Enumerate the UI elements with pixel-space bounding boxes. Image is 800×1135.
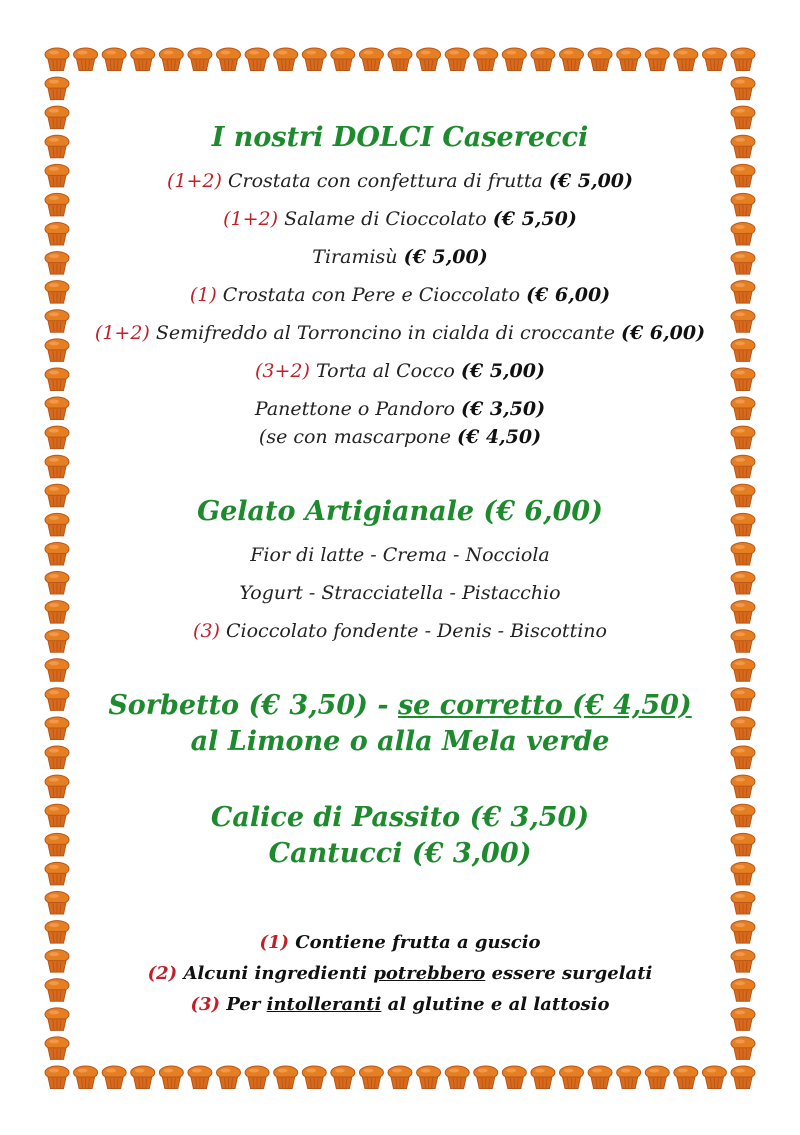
- cupcake-icon: [731, 426, 755, 449]
- cupcake-icon: [45, 804, 69, 827]
- cupcake-icon: [45, 891, 69, 914]
- gelato-flavors-1: Fior di latte - Crema - Nocciola: [250, 544, 550, 566]
- dessert-name: Crostata con Pere e Cioccolato: [222, 284, 521, 306]
- dolci-item: [80, 359, 720, 384]
- sorbetto-title: [80, 688, 720, 724]
- cupcake-icon: [474, 1066, 498, 1089]
- cupcake-icon: [731, 1008, 755, 1031]
- cupcake-icon: [731, 746, 755, 769]
- dessert-price: (€ 6,00): [526, 284, 611, 306]
- cupcake-icon: [45, 862, 69, 885]
- cupcake-icon: [45, 979, 69, 1002]
- cupcake-icon: [45, 426, 69, 449]
- cupcake-icon: [159, 48, 183, 71]
- dessert-price: (€ 5,50): [492, 208, 577, 230]
- legend-text: Contiene frutta a guscio: [295, 932, 541, 953]
- cupcake-icon: [731, 804, 755, 827]
- cupcake-icon: [45, 1037, 69, 1060]
- passito-line: Calice di Passito (€ 3,50): [210, 802, 590, 833]
- cupcake-icon: [531, 48, 555, 71]
- allergen-code: (1+2): [94, 322, 150, 344]
- cupcake-icon: [45, 281, 69, 304]
- dolci-list: [80, 169, 720, 450]
- cupcake-icon: [731, 1037, 755, 1060]
- dolci-item: [80, 321, 720, 346]
- legend-item: [80, 958, 720, 989]
- cupcake-icon: [131, 1066, 155, 1089]
- cupcake-icon: [417, 1066, 441, 1089]
- cupcake-icon: [45, 601, 69, 624]
- legend-code: (2): [147, 963, 178, 984]
- cupcake-icon: [474, 48, 498, 71]
- cupcake-icon: [45, 339, 69, 362]
- allergen-legend: [80, 927, 720, 1020]
- cupcake-icon: [245, 1066, 269, 1089]
- cupcake-icon: [45, 1008, 69, 1031]
- dolci-item: [80, 245, 720, 270]
- cupcake-icon: [731, 659, 755, 682]
- cupcake-icon: [645, 1066, 669, 1089]
- cupcake-icon: [74, 1066, 98, 1089]
- cupcake-icon: [731, 921, 755, 944]
- cupcake-icon: [302, 1066, 326, 1089]
- cupcake-icon: [702, 48, 726, 71]
- allergen-code: (1): [189, 284, 217, 306]
- cupcake-icon: [645, 48, 669, 71]
- cupcake-icon: [45, 833, 69, 856]
- legend-text: Per: [226, 994, 261, 1015]
- cupcake-icon: [45, 397, 69, 420]
- cupcake-icon: [731, 310, 755, 333]
- cupcake-icon: [731, 601, 755, 624]
- dessert-name: Salame di Cioccolato: [284, 208, 487, 230]
- cupcake-icon: [274, 48, 298, 71]
- cupcake-icon: [731, 164, 755, 187]
- cupcake-icon: [731, 979, 755, 1002]
- allergen-code: (1+2): [166, 170, 222, 192]
- cupcake-icon: [445, 48, 469, 71]
- cupcake-icon: [731, 833, 755, 856]
- cupcake-icon: [731, 484, 755, 507]
- legend-underlined: intolleranti: [266, 994, 382, 1015]
- legend-text-end: al glutine e al lattosio: [387, 994, 610, 1015]
- dessert-name: Crostata con confettura di frutta: [227, 170, 543, 192]
- cupcake-icon: [45, 77, 69, 100]
- cupcake-icon: [731, 775, 755, 798]
- cupcake-icon: [731, 252, 755, 275]
- cupcake-icon: [560, 48, 584, 71]
- sorbetto-price: Sorbetto (€ 3,50) -: [108, 690, 389, 721]
- cupcake-icon: [731, 193, 755, 216]
- cupcake-icon: [731, 1066, 755, 1089]
- cupcake-icon: [731, 542, 755, 565]
- allergen-code: (3): [193, 620, 220, 642]
- dessert-price: (€ 5,00): [403, 246, 488, 268]
- legend-code: (3): [190, 994, 221, 1015]
- cupcake-icon: [45, 717, 69, 740]
- dessert-price: (€ 3,50): [461, 398, 546, 420]
- dolci-item: [80, 397, 720, 422]
- dessert-name: Semifreddo al Torroncino in cialda di croccante: [155, 322, 615, 344]
- dessert-name: Tiramisù: [312, 246, 398, 268]
- cupcake-icon: [45, 1066, 69, 1089]
- dessert-name: Panettone o Pandoro: [254, 398, 455, 420]
- legend-item: [80, 927, 720, 958]
- cupcake-icon: [45, 252, 69, 275]
- cupcake-icon: [45, 921, 69, 944]
- dessert-price: (€ 5,00): [460, 360, 545, 382]
- mascarpone-note-price: (€ 4,50): [457, 426, 542, 448]
- cupcake-icon: [45, 630, 69, 653]
- sorbetto-flavors: al Limone o alla Mela verde: [190, 726, 610, 757]
- cupcake-icon: [359, 48, 383, 71]
- cantucci-line: Cantucci (€ 3,00): [268, 838, 532, 869]
- cupcake-icon: [445, 1066, 469, 1089]
- legend-underlined: potrebbero: [373, 963, 486, 984]
- cupcake-icon: [731, 891, 755, 914]
- cupcake-icon: [588, 1066, 612, 1089]
- cupcake-icon: [502, 1066, 526, 1089]
- cupcake-icon: [731, 455, 755, 478]
- cupcake-icon: [731, 48, 755, 71]
- cupcake-icon: [359, 1066, 383, 1089]
- cupcake-icon: [45, 542, 69, 565]
- cupcake-icon: [302, 48, 326, 71]
- cupcake-icon: [45, 106, 69, 128]
- cupcake-icon: [674, 48, 698, 71]
- cupcake-icon: [531, 1066, 555, 1089]
- dessert-price: (€ 6,00): [620, 322, 706, 344]
- sorbetto-corretto-price: se corretto (€ 4,50): [397, 690, 692, 721]
- gelato-flavors-2: Yogurt - Stracciatella - Pistacchio: [239, 582, 561, 604]
- cupcake-icon: [617, 48, 641, 71]
- legend-text-end: essere surgelati: [491, 963, 653, 984]
- cupcake-icon: [45, 310, 69, 333]
- cupcake-icon: [731, 106, 755, 128]
- legend-text: Alcuni ingredienti: [183, 963, 368, 984]
- cupcake-icon: [331, 1066, 355, 1089]
- cupcake-icon: [45, 572, 69, 595]
- legend-code: (1): [259, 932, 290, 953]
- gelato-flavors-3: [80, 619, 720, 644]
- dolci-title: I nostri DOLCI Caserecci: [211, 122, 589, 153]
- cupcake-icon: [102, 1066, 126, 1089]
- cupcake-icon: [45, 513, 69, 536]
- cupcake-icon: [731, 688, 755, 711]
- cupcake-icon: [45, 164, 69, 187]
- cupcake-icon: [502, 48, 526, 71]
- allergen-code: (3+2): [255, 360, 310, 382]
- cupcake-icon: [131, 48, 155, 71]
- dessert-menu: [80, 100, 720, 1020]
- cupcake-icon: [45, 48, 69, 71]
- cupcake-icon: [388, 48, 412, 71]
- cupcake-icon: [217, 48, 241, 71]
- cupcake-icon: [159, 1066, 183, 1089]
- cupcake-icon: [731, 397, 755, 420]
- cupcake-icon: [731, 950, 755, 973]
- cupcake-icon: [188, 1066, 212, 1089]
- cupcake-icon: [45, 223, 69, 246]
- allergen-code: (1+2): [223, 208, 279, 230]
- cupcake-icon: [731, 223, 755, 246]
- cupcake-icon: [731, 339, 755, 362]
- cupcake-icon: [45, 746, 69, 769]
- cupcake-icon: [45, 193, 69, 216]
- cupcake-icon: [102, 48, 126, 71]
- cupcake-icon: [45, 950, 69, 973]
- cupcake-icon: [731, 368, 755, 391]
- cupcake-icon: [45, 135, 69, 158]
- cupcake-icon: [245, 48, 269, 71]
- cupcake-icon: [45, 484, 69, 507]
- cupcake-icon: [331, 48, 355, 71]
- cupcake-icon: [731, 572, 755, 595]
- legend-item: [80, 989, 720, 1020]
- cupcake-icon: [45, 775, 69, 798]
- cupcake-icon: [560, 1066, 584, 1089]
- cupcake-icon: [731, 135, 755, 158]
- cupcake-icon: [731, 513, 755, 536]
- cupcake-icon: [731, 717, 755, 740]
- cupcake-icon: [731, 630, 755, 653]
- dolci-item: [80, 169, 720, 194]
- gelato-title: Gelato Artigianale (€ 6,00): [197, 496, 603, 527]
- dessert-price: (€ 5,00): [548, 170, 634, 192]
- cupcake-icon: [74, 48, 98, 71]
- cupcake-icon: [217, 1066, 241, 1089]
- cupcake-icon: [388, 1066, 412, 1089]
- cupcake-icon: [731, 77, 755, 100]
- cupcake-icon: [417, 48, 441, 71]
- cupcake-icon: [617, 1066, 641, 1089]
- gelato-flavors-3-text: Cioccolato fondente - Denis - Biscottino: [226, 620, 607, 642]
- cupcake-icon: [45, 368, 69, 391]
- dolci-item: [80, 283, 720, 308]
- dessert-name: Torta al Cocco: [315, 360, 455, 382]
- cupcake-icon: [188, 48, 212, 71]
- cupcake-icon: [702, 1066, 726, 1089]
- dolci-item: [80, 207, 720, 232]
- cupcake-icon: [731, 862, 755, 885]
- cupcake-icon: [588, 48, 612, 71]
- cupcake-icon: [45, 455, 69, 478]
- cupcake-icon: [731, 281, 755, 304]
- cupcake-icon: [45, 659, 69, 682]
- mascarpone-note: [80, 425, 720, 450]
- cupcake-icon: [45, 688, 69, 711]
- mascarpone-note-text: (se con mascarpone: [258, 426, 451, 448]
- cupcake-icon: [674, 1066, 698, 1089]
- cupcake-icon: [274, 1066, 298, 1089]
